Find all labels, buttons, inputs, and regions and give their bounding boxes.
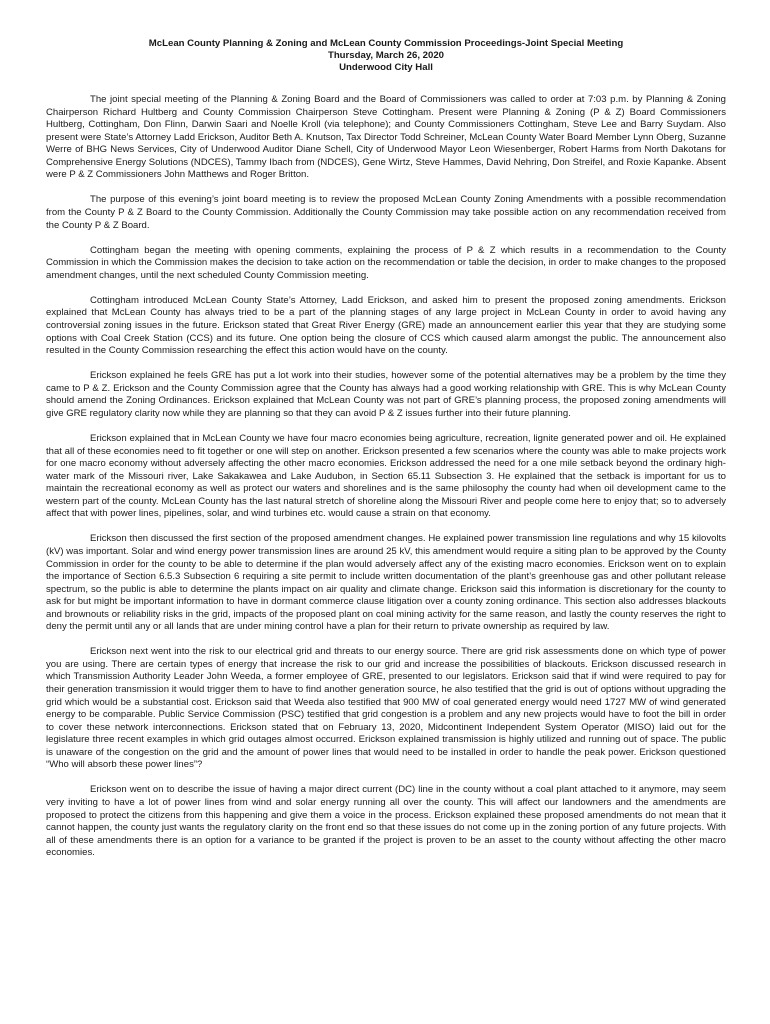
header-location: Underwood City Hall [339, 62, 433, 73]
paragraph-macro-economies: Erickson explained that in McLean County we have four macro economies being agriculture, recreation, lignite generated power and oil. He explained that all of these economies need to fit together or one will step on another. Erickson presented a few scenarios where the county was able to make projects work for one macro economy without adversely affecting the other macro economies. Erickson addressed the need for a one mile setback beyond the ordinary high-water mark of the Missouri river, Lake Sakakawea and Lake Audubon, in Section 65.11 Subsection 3. He explained that the setback is important for us to maintain the recreational economy as well as protect our waters and shorelines and is the same philosophy the county had when oil development came to the western part of the county. McLean County has the last natural stretch of shoreline along the Missouri River and people come here to enjoy that; so to adversely affect that with power lines, pipelines, solar, and wind turbines etc. would cause a strain on that economy. [46, 433, 726, 520]
paragraph-opening-comments: Cottingham began the meeting with opening comments, explaining the process of P & Z which results in a recommendation to the County Commission in which the Commission makes the decision to take action on the recommendation or table the decision, in order to make changes to the proposed amendment changes, until the next scheduled County Commission meeting. [46, 244, 726, 281]
paragraph-transmission-lines: Erickson then discussed the first section of the proposed amendment changes. He explained power transmission line regulations and why 15 kilovolts (kV) was important. Solar and wind energy power transmission lines are around 25 kV, this amendment would require a siting plan to be approved by the County Commission in order for the county to be able to determine if the plan would adversely affect any of the existing macro economies. Erickson went on to explain the importance of Section 6.5.3 Subsection 6 requiring a site permit to include written documentation of the plant’s greenhouse gas and other pollutant release spectrum, so the public is able to determine the plants impact on air quality and climate change. Erickson said this information is discretionary for the county to ask for but might be important information to have in dormant commerce clause litigation over a county zoning ordinance. This section also addresses blackouts and brownouts or reliability risks in the grid, impacts of the proposed plant on coal mining activity for the same reason, and lastly the county reserves the right to deny the permit until any or all lands that are under mining control have a plan for their return to private ownership as required by law. [46, 533, 726, 633]
paragraph-call-to-order: The joint special meeting of the Planning & Zoning Board and the Board of Commissioners was called to order at 7:03 p.m. by Planning & Zoning Chairperson Richard Hultberg and County Commission Chairperson Steve Cottingham. Present were Planning & Zoning (P & Z) Board Commissioners Hultberg, Cottingham, Don Flinn, Darwin Saari and Noelle Kroll (via telephone); and County Commissioners Cottingham, Steve Lee and Barry Suydam. Also present were State’s Attorney Ladd Erickson, Auditor Beth A. Knutson, Tax Director Todd Schreiner, McLean County Water Board Member Lynn Oberg, Suzanne Werre of BHG News Services, City of Underwood Auditor Diane Schell, City of Underwood Mayor Leon Wiesenberger, Robert Harms from North Dakotans for Comprehensive Energy Solutions (NDCES), Tammy Ibach from (NDCES), Gene Wirtz, Steve Hammes, David Nehring, Don Streifel, and Roxie Kapanke. Absent were P & Z Commissioners John Matthews and Roger Britton. [46, 94, 726, 181]
paragraph-gre-studies: Erickson explained he feels GRE has put a lot work into their studies, however some of the potential alternatives may be a problem by the time they came to P & Z. Erickson and the County Commission agree that the County has always had a good working relationship with GRE. This is why McLean County should amend the Zoning Ordinances. Erickson explained that McLean County was not part of GRE’s planning process, the proposed zoning amendments will give GRE regulatory clarity now while they are planning so that they can avoid P & Z issues further into their future planning. [46, 370, 726, 419]
header-title: McLean County Planning & Zoning and McLean County Commission Proceedings-Joint Special Meeting [148, 38, 624, 49]
paragraph-dc-line: Erickson went on to describe the issue of having a major direct current (DC) line in the county without a coal plant attached to it anymore, may seem very inviting to have a lot of power lines from wind and solar energy running all over the county. This will affect our landowners and the amendments are proposed to protect the citizens from this happening and give them a voice in the process. Erickson explained these proposed amendments do not mean that it cannot happen, the county just wants the regulatory clarity on the front end so that these issues do not come up in the zoning portion of any future projects. With all of these amendments there is an option for a variance to be granted if the project is proven to be an asset to the county without affecting the other macro economies. [46, 784, 726, 859]
paragraph-grid-risk: Erickson next went into the risk to our electrical grid and threats to our energy source. There are grid risk assessments done on which type of power you are using. There are certain types of energy that increase the risk to our grid and increase the possibilities of blackouts. Erickson discussed research in which Transmission Authority Leader John Weeda, a former employee of GRE, presented to our legislators. Erickson said that if wind were required to pay for their generation transmission it would trigger them to have to find another generation source, he also testified that the grid is out of options without upgrading the grid which would be a substantial cost. Erickson said that Weeda also testified that 900 MW of coal generated energy would need 1727 MW of wind generated energy to be comparable. Public Service Commission (PSC) testified that grid congestion is a problem and any new projects would have to foot the bill in order to cover these network interconnections. Erickson stated that on February 13, 2020, Midcontinent Independent System Operator (MISO) laid out for the legislature three recent examples in which grid outages almost occurred. Erickson explained transmission is highly utilized and running out of space. The public is unaware of the congestion on the grid and the amount of power lines that would need to be installed in order to handle the peak power. Erickson questioned “Who will absorb these power lines”? [46, 646, 726, 771]
paragraph-purpose: The purpose of this evening’s joint board meeting is to review the proposed McLean County Zoning Amendments with a possible recommendation from the County P & Z Board to the County Commission. Additionally the County Commission may take possible action on any recommendation received from the County P & Z Board. [46, 194, 726, 231]
paragraph-introduction: Cottingham introduced McLean County State’s Attorney, Ladd Erickson, and asked him to present the proposed zoning amendments. Erickson explained that McLean County has always tried to be a part of the planning stages of any large project in McLean County in order to avoid having any controversial zoning issues in the future. Erickson stated that Great River Energy (GRE) made an announcement earlier this year that they are studying some options with Coal Creek Station (CCS) and its future. One option being the closure of CCS which caused alarm amongst the public. The announcement also resulted in the County Commission researching the effect this action would have on the county. [46, 294, 726, 357]
header-date: Thursday, March 26, 2020 [327, 50, 445, 61]
document-body [46, 94, 726, 860]
document-header [46, 38, 726, 74]
